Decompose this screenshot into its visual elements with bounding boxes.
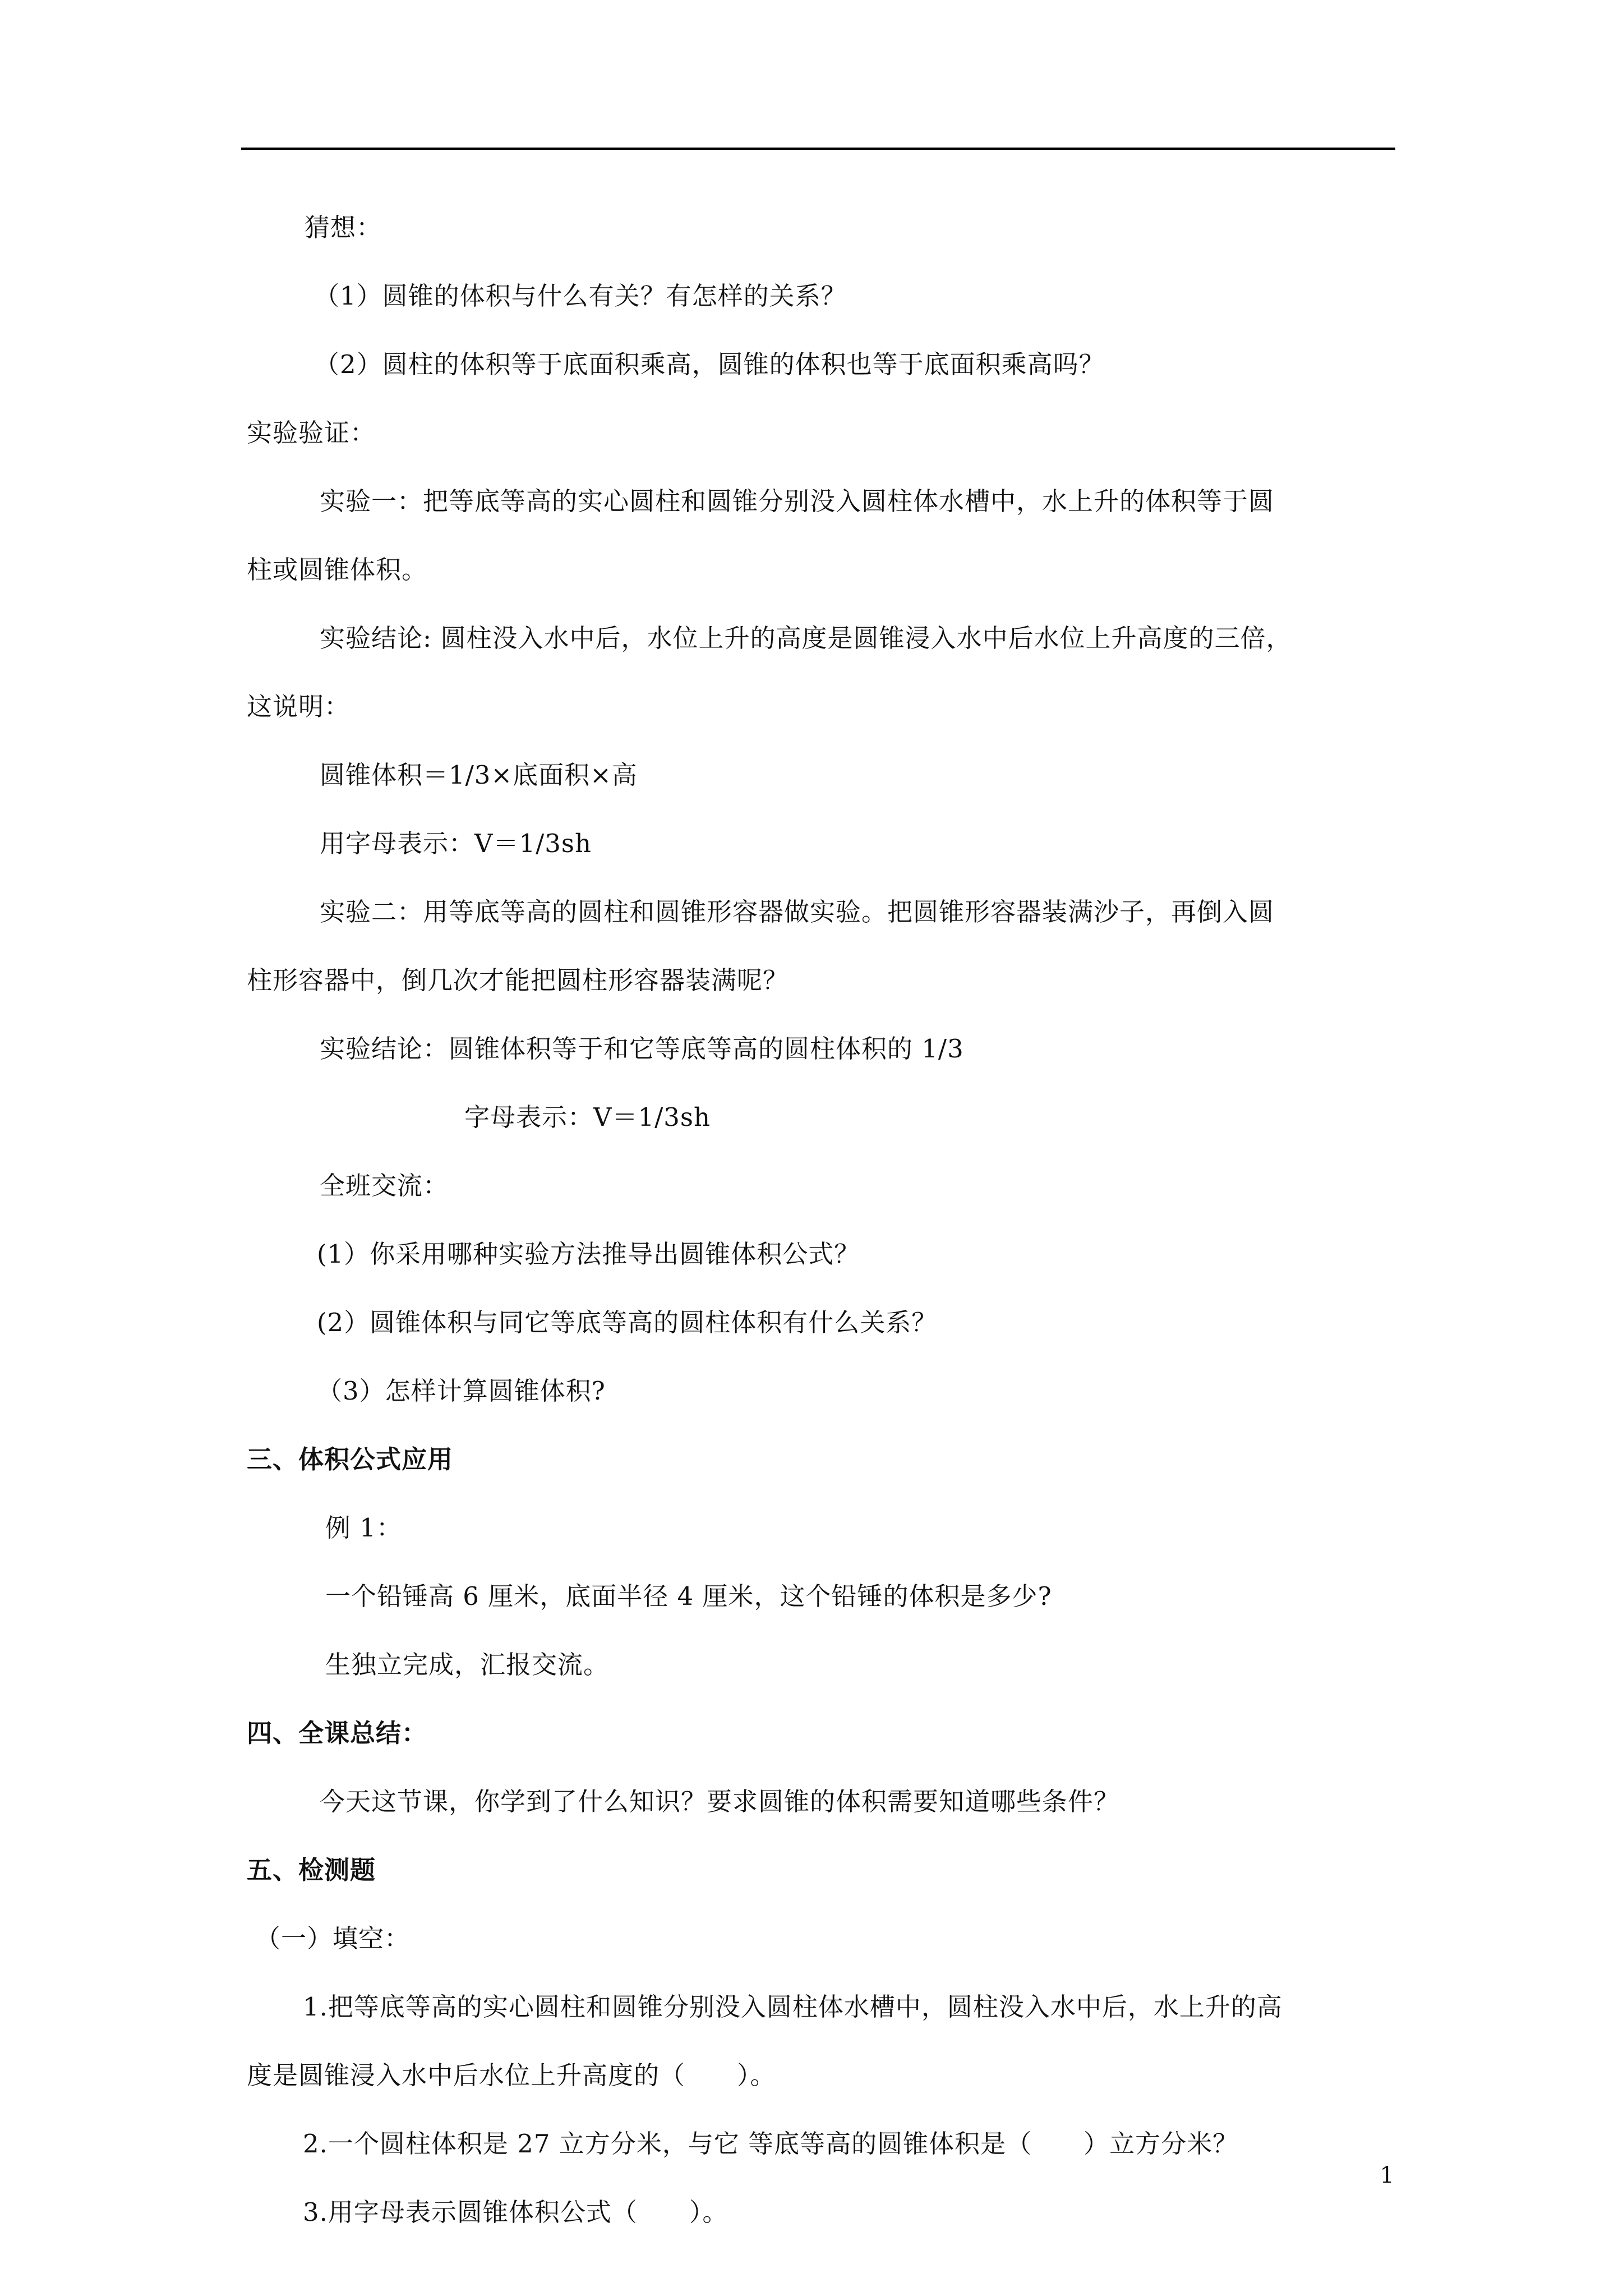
- discussion-question-2: (2）圆锥体积与同它等底等高的圆柱体积有什么关系？: [317, 1308, 938, 1337]
- cone-volume-formula-letters: 用字母表示：V＝1/3sh: [320, 829, 592, 858]
- question-3: 3.用字母表示圆锥体积公式（ ）。: [303, 2197, 728, 2227]
- experiment-2-line-2: 柱形容器中，倒几次才能把圆柱形容器装满呢？: [247, 965, 789, 995]
- section-4-heading: 四、全课总结：: [247, 1718, 428, 1748]
- guess-label: 猜想：: [305, 213, 382, 242]
- discussion-question-3: （3）怎样计算圆锥体积?: [317, 1376, 606, 1406]
- experiment-1-conclusion-line-1: 实验结论: 圆柱没入水中后，水位上升的高度是圆锥浸入水中后水位上升高度的三倍，: [320, 623, 1292, 653]
- section-5-heading: 五、检测题: [247, 1855, 376, 1885]
- question-1-line-1: 1.把等底等高的实心圆柱和圆锥分别没入圆柱体水槽中，圆柱没入水中后，水上升的高: [303, 1992, 1283, 2022]
- page-number: 1: [1380, 2162, 1394, 2188]
- experiment-1-line-2: 柱或圆锥体积。: [247, 555, 428, 585]
- discussion-question-1: (1）你采用哪种实验方法推导出圆锥体积公式？: [317, 1239, 860, 1269]
- verification-label: 实验验证：: [247, 418, 376, 448]
- class-discussion-label: 全班交流：: [320, 1171, 449, 1200]
- section-3-heading: 三、体积公式应用: [247, 1444, 454, 1474]
- cone-volume-formula-text: 圆锥体积＝1/3×底面积×高: [320, 760, 638, 790]
- experiment-2-conclusion: 实验结论：圆锥体积等于和它等底等高的圆柱体积的 1/3: [320, 1034, 964, 1064]
- fill-in-label: （一）填空：: [255, 1924, 411, 1953]
- guess-question-2: （2）圆柱的体积等于底面积乘高，圆锥的体积也等于底面积乘高吗？: [314, 349, 1105, 379]
- experiment-1-line-1: 实验一：把等底等高的实心圆柱和圆锥分别没入圆柱体水槽中，水上升的体积等于圆: [320, 486, 1275, 516]
- experiment-1-conclusion-line-2: 这说明：: [247, 692, 351, 721]
- question-2: 2.一个圆柱体积是 27 立方分米，与它 等底等高的圆锥体积是（ ）立方分米？: [303, 2129, 1239, 2159]
- header-rule: [241, 148, 1395, 150]
- question-1-line-2: 度是圆锥浸入水中后水位上升高度的（ ）。: [247, 2060, 776, 2090]
- example-1-label: 例 1：: [325, 1513, 402, 1543]
- experiment-2-line-1: 实验二：用等底等高的圆柱和圆锥形容器做实验。把圆锥形容器装满沙子，再倒入圆: [320, 897, 1275, 927]
- guess-question-1: （1）圆锥的体积与什么有关？有怎样的关系？: [314, 281, 847, 311]
- example-1-activity: 生独立完成，汇报交流。: [325, 1650, 610, 1680]
- experiment-2-letters: 字母表示：V＝1/3sh: [464, 1102, 711, 1132]
- example-1-text: 一个铅锤高 6 厘米，底面半径 4 厘米，这个铅锤的体积是多少?: [325, 1581, 1052, 1611]
- summary-text: 今天这节课，你学到了什么知识？要求圆锥的体积需要知道哪些条件？: [320, 1787, 1120, 1816]
